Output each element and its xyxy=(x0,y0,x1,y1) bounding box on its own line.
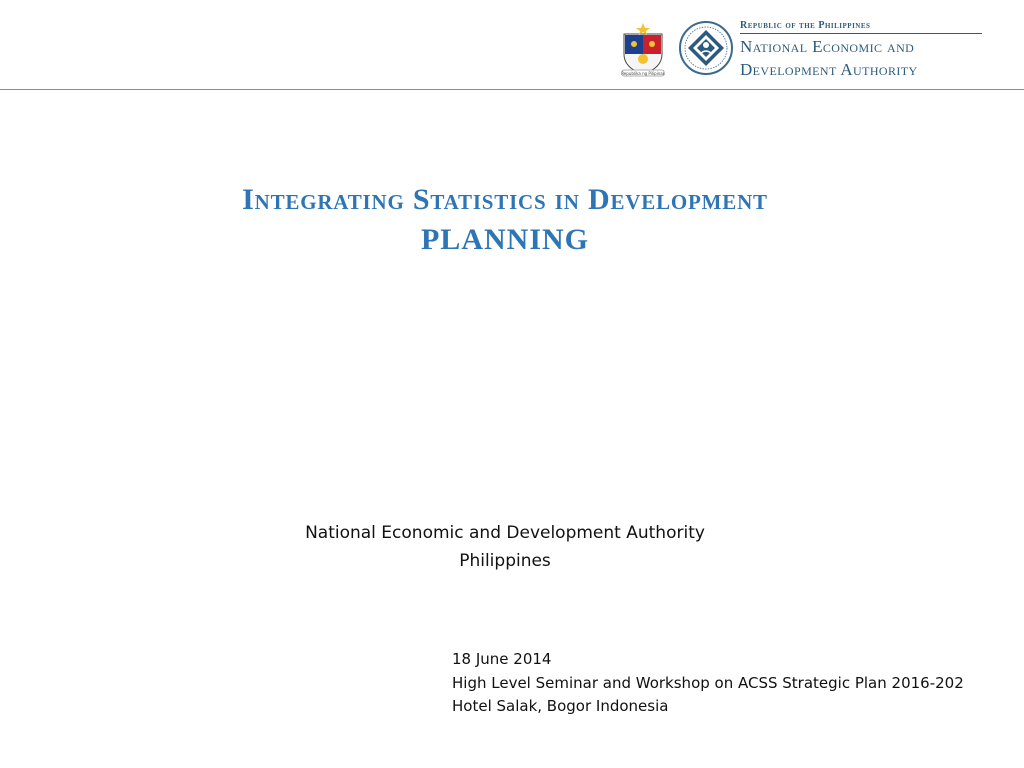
event-date: 18 June 2014 xyxy=(452,650,552,668)
presenter-country: Philippines xyxy=(459,551,551,571)
philippine-seal-icon xyxy=(618,20,668,78)
seal-caption: Republika ng Pilipinas xyxy=(621,71,665,76)
org-name-line1: National Economic and xyxy=(740,37,915,56)
header-divider xyxy=(0,89,1024,90)
event-name: High Level Seminar and Workshop on ACSS Strategic Plan 2016-202 xyxy=(452,673,964,692)
republic-line: Republic of the Philippines xyxy=(740,20,982,34)
title-line1: Integrating Statistics in Development xyxy=(242,183,768,216)
event-venue: Hotel Salak, Bogor Indonesia xyxy=(452,697,669,715)
neda-wordmark xyxy=(740,20,990,80)
org-name-line2: Development Authority xyxy=(740,60,918,79)
presenter-org: National Economic and Development Authority xyxy=(305,523,705,543)
slide-header xyxy=(0,0,1024,89)
slide-title xyxy=(100,180,910,260)
event-block xyxy=(452,648,1012,719)
neda-seal-icon xyxy=(679,18,733,78)
title-line2: PLANNING xyxy=(420,223,589,256)
presenter-block xyxy=(200,519,810,575)
